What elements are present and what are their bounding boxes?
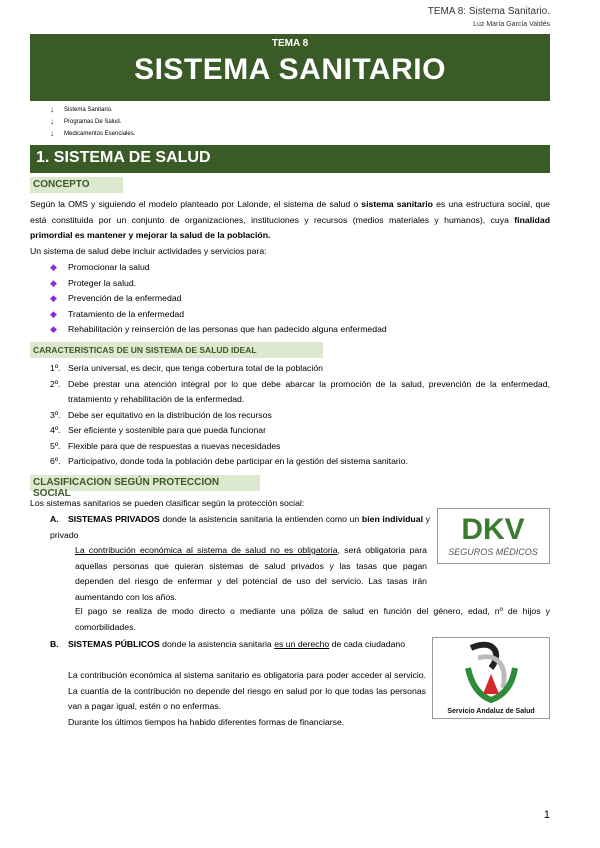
dkv-logo-subtitle: SEGUROS MÉDICOS bbox=[448, 547, 538, 557]
sas-logo bbox=[432, 637, 550, 719]
title-banner bbox=[30, 34, 550, 101]
arrow-down-icon: ↓ bbox=[50, 129, 54, 138]
bullet-icon: ◆ bbox=[50, 262, 57, 272]
list-item: ◆ Rehabilitación y reinserción de las personas que han padecido alguna enfermedad bbox=[50, 322, 387, 338]
list-item: 6º. Participativo, donde toda la población debe participar en la gestión del sistema sanitario. bbox=[50, 456, 408, 466]
list-item: 4º. Ser eficiente y sostenible para que pueda funcionar bbox=[50, 425, 267, 435]
public-systems-item: B. SISTEMAS PÚBLICOS donde la asistencia sanitaria es un derecho de cada ciudadano bbox=[50, 639, 406, 649]
activities-list bbox=[50, 260, 387, 338]
list-item: ◆ Proteger la salud. bbox=[50, 276, 387, 292]
toc-item: ↓ Sistema Sanitario. bbox=[50, 105, 113, 114]
toc-item: ↓ Programas De Salud. bbox=[50, 117, 122, 126]
arrow-down-icon: ↓ bbox=[50, 117, 54, 126]
subheading-caracteristicas: CARACTERISTICAS DE UN SISTEMA DE SALUD IDEAL bbox=[30, 342, 323, 358]
bullet-icon: ◆ bbox=[50, 277, 57, 288]
banner-title: SISTEMA SANITARIO bbox=[134, 53, 446, 86]
public-systems-financing: Durante los últimos tiempos ha habido diferentes formas de financiarse. bbox=[68, 717, 345, 727]
list-item: 5º. Flexible para que de respuestas a nuevas necesidades bbox=[50, 440, 281, 451]
header-author: Luz María García Valdés bbox=[473, 21, 550, 28]
list-item: 1º. Sería universal, es decir, que tenga cobertura total de la población bbox=[50, 363, 323, 373]
clasificacion-intro: Los sistemas sanitarios se pueden clasificar según la protección social: bbox=[30, 498, 305, 508]
public-systems-paragraph: La contribución económica al sistema sanitario es obligatoria para poder acceder al servicio. La cuantía de la contribución no depende del riesgo en salud por lo que todas las personas van a pagar igual, estén o no enfermas. bbox=[68, 670, 426, 711]
section-title: 1. SISTEMA DE SALUD bbox=[30, 145, 550, 173]
table-of-contents bbox=[50, 104, 135, 140]
subheading-clasificacion: CLASIFICACION SEGÚN PROTECCION SOCIAL bbox=[30, 475, 260, 491]
concepto-intro: Un sistema de salud debe incluir actividades y servicios para: bbox=[30, 246, 267, 256]
bullet-icon: ◆ bbox=[50, 308, 57, 319]
list-item: ◆ Promocionar la salud bbox=[50, 260, 387, 276]
subheading-concepto: CONCEPTO bbox=[30, 177, 123, 193]
sas-triangle bbox=[483, 674, 499, 694]
dkv-logo-text: DKV bbox=[461, 513, 525, 546]
page-number: 1 bbox=[543, 809, 550, 821]
arrow-down-icon: ↓ bbox=[50, 105, 54, 114]
toc-item: ↓ Medicamentos Esenciales. bbox=[50, 129, 136, 138]
bullet-icon: ◆ bbox=[50, 324, 57, 334]
private-systems-payment: El pago se realiza de modo directo o mediante una póliza de salud en función del género, edad, nº de hijos y comorbilidades. bbox=[75, 606, 550, 632]
banner-label: TEMA 8 bbox=[271, 38, 309, 49]
list-item: 2º. Debe prestar una atención integral por lo que debe abarcar la promoción de la salud, prevención de la enfermedad, tratamiento y rehabilitación de la enfermedad. bbox=[50, 378, 550, 404]
sas-logo-caption: Servicio Andaluz de Salud bbox=[447, 708, 535, 715]
list-item: ◆ Tratamiento de la enfermedad bbox=[50, 307, 387, 323]
list-item: 3º. Debe ser equitativo en la distribución de los recursos bbox=[50, 409, 272, 420]
header-topic: TEMA 8: Sistema Sanitario. bbox=[427, 6, 550, 17]
private-systems-paragraph: La contribución económica al sistema de salud no es obligatoria, será obligatoria para aquellas personas que quieran sistemas de salud privados y las tasas que pagan dependen del riesgo de enfermar y del potencial de uso del servicio. Las tasas irán aumentando con los años. bbox=[75, 545, 427, 602]
list-item: ◆ Prevención de la enfermedad bbox=[50, 291, 387, 307]
bullet-icon: ◆ bbox=[50, 293, 57, 303]
private-systems-item: A. SISTEMAS PRIVADOS donde la asistencia sanitaria la entienden como un bien individual y privado bbox=[50, 514, 430, 540]
concepto-paragraph: Según la OMS y siguiendo el modelo planteado por Lalonde, el sistema de salud o sistema sanitario es una estructura social, que está constituida por un conjunto de organizaciones, instituciones y recursos (medios materiales y humanos), cuya finalidad primordial es mantener y mejorar la salud de la población. bbox=[30, 199, 550, 240]
dkv-logo bbox=[437, 508, 550, 564]
characteristics-list bbox=[50, 361, 550, 470]
